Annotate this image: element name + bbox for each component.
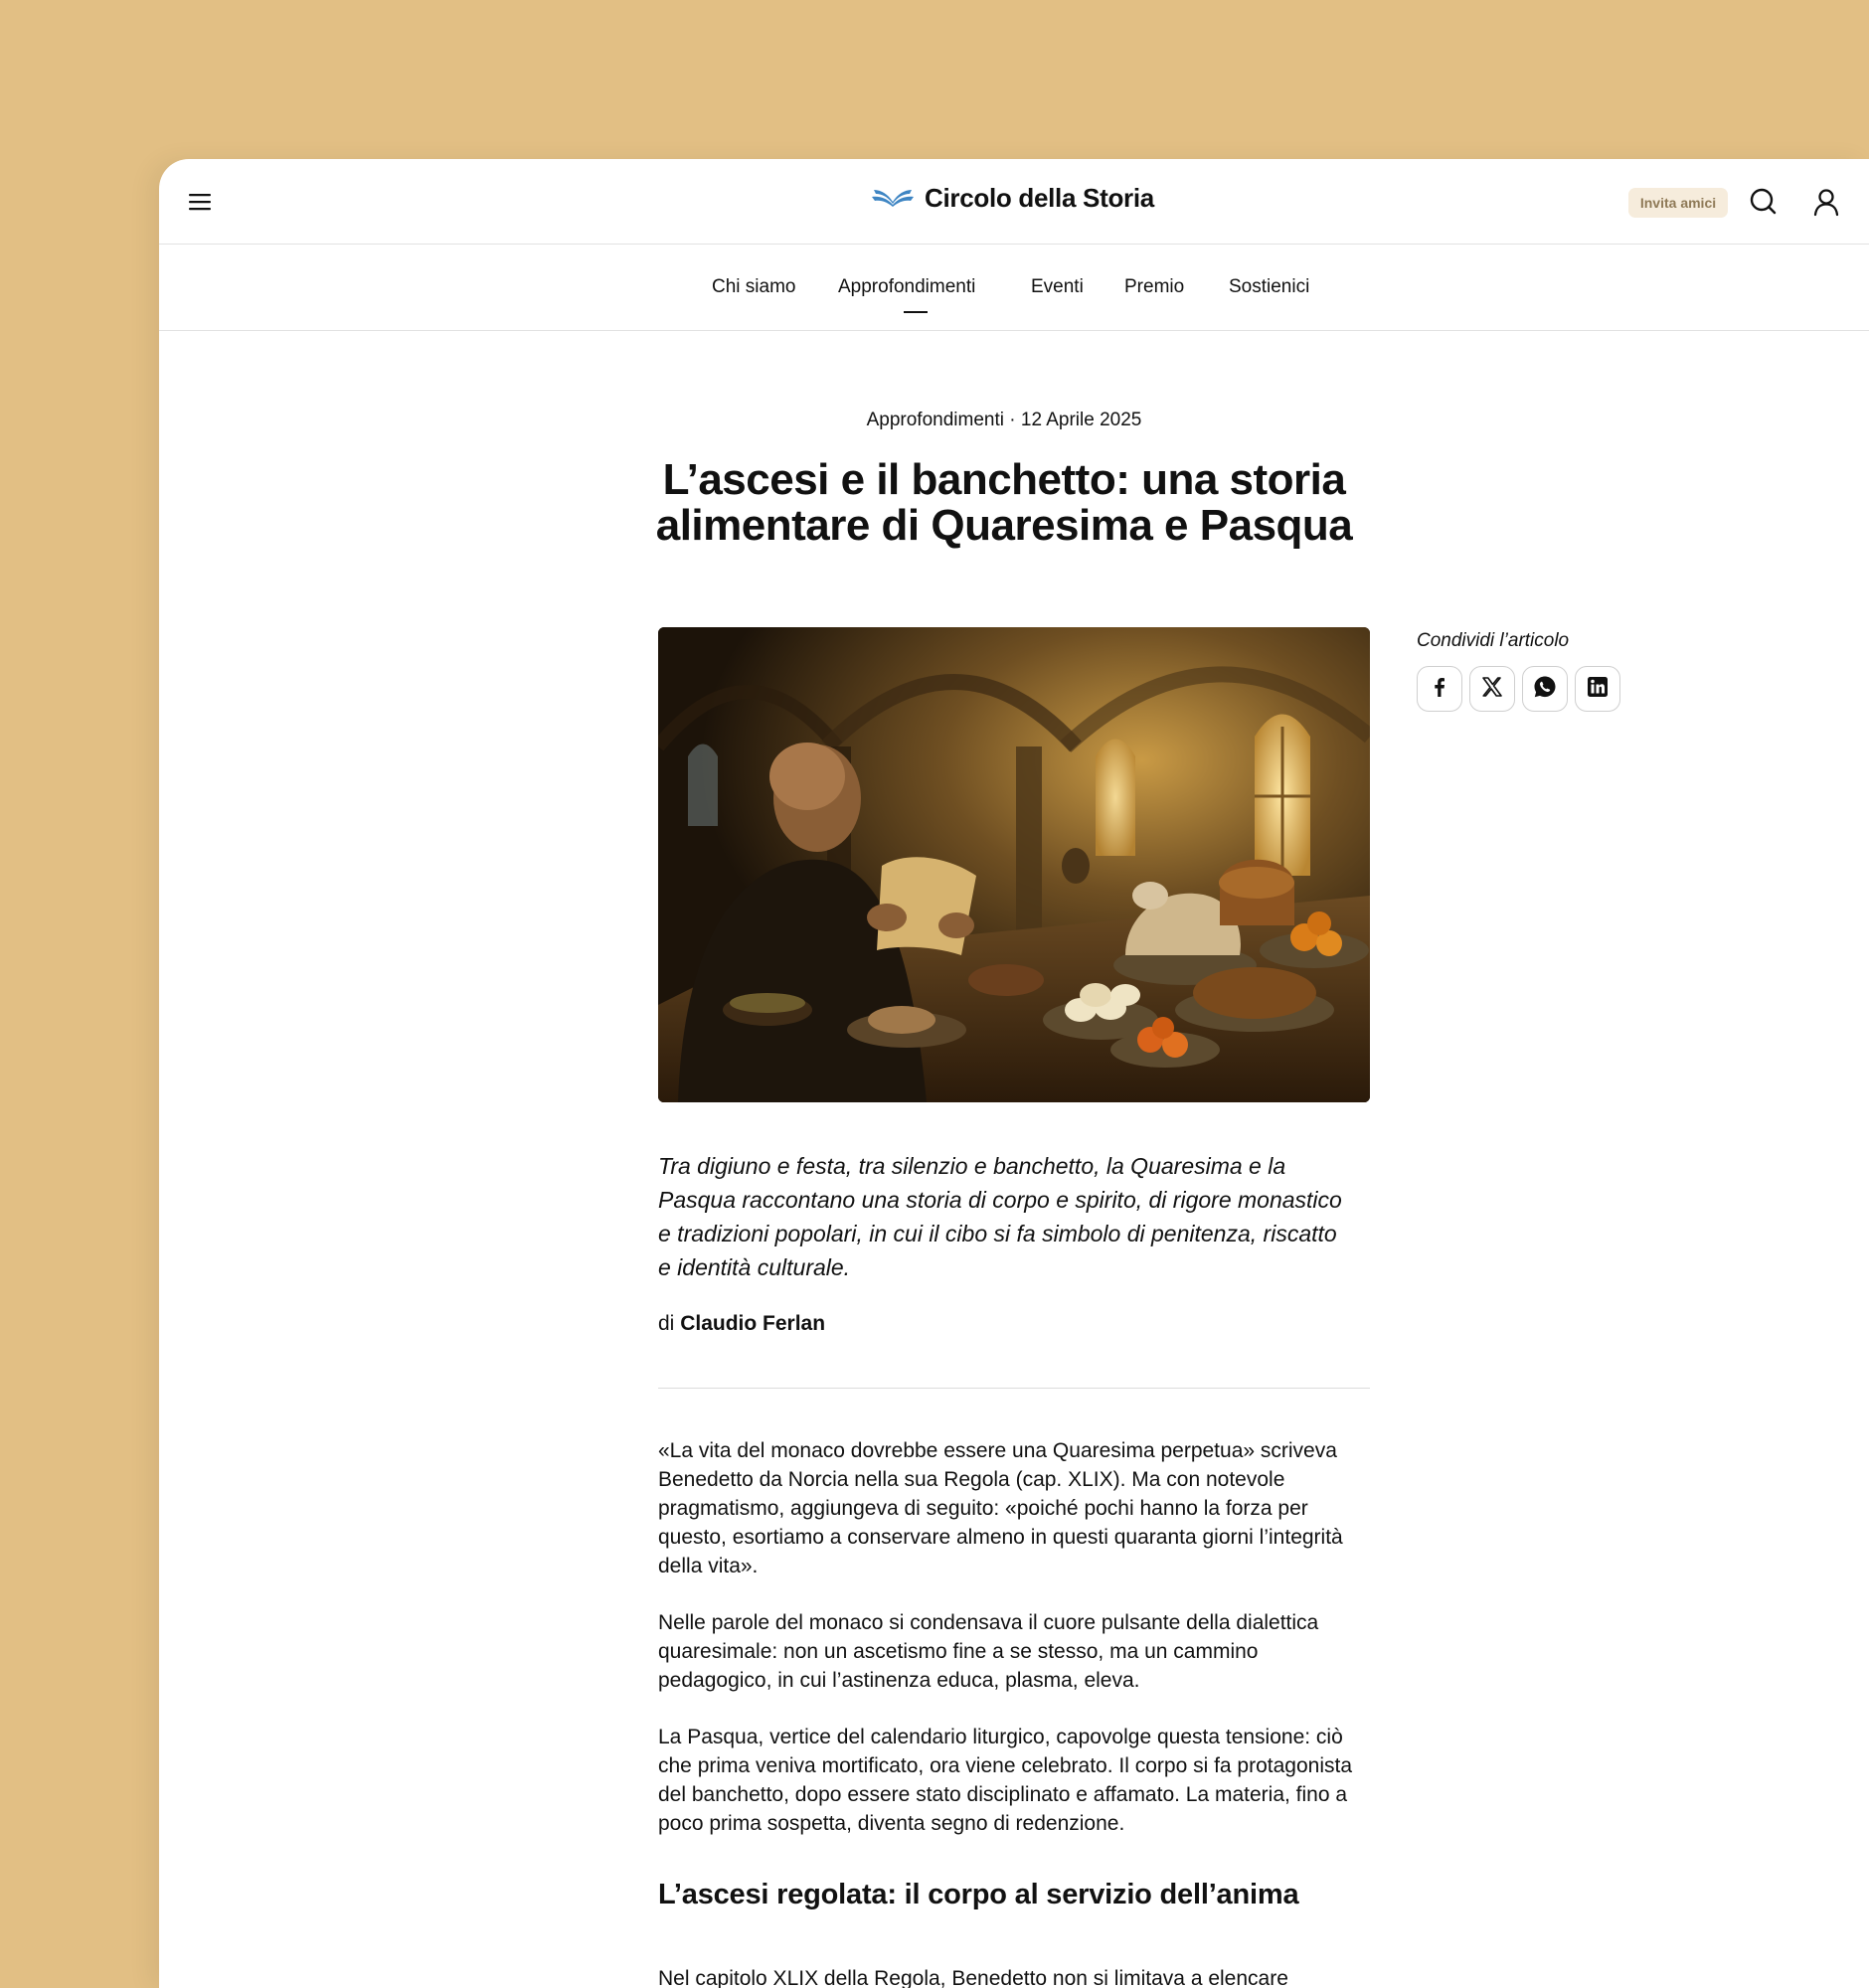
article-date: 12 Aprile 2025	[1020, 410, 1142, 430]
open-book-wings-logo	[871, 183, 915, 214]
linkedin-share-button[interactable]	[1575, 666, 1620, 712]
user-icon[interactable]	[1811, 187, 1841, 217]
site-header	[159, 159, 1869, 245]
share-buttons	[1417, 666, 1620, 712]
nav-item-approfondimenti[interactable]: Approfondimenti	[838, 276, 976, 297]
article-subheading: L’ascesi regolata: il corpo al servizio dell’anima	[658, 1879, 1299, 1910]
article-byline	[658, 1312, 825, 1336]
site-name: Circolo della Storia	[925, 183, 1154, 213]
nav-item-chi-siamo[interactable]: Chi siamo	[712, 276, 796, 297]
article-paragraph: Nel capitolo XLIX della Regola, Benedetto non si limitava a elencare	[658, 1967, 1288, 1988]
facebook-share-button[interactable]	[1417, 666, 1462, 712]
whatsapp-share-button[interactable]	[1522, 666, 1568, 712]
main-navigation	[159, 245, 1869, 331]
site-logo[interactable]	[871, 183, 1154, 214]
article-paragraph: Nelle parole del monaco si condensava il cuore pulsante della dialettica quaresimale: non un ascetismo fine a se stesso, ma un cammino pedagogico, in cui l’astinenza educa, plasma, eleva.	[658, 1611, 1319, 1692]
article-hero-image	[658, 627, 1370, 1102]
share-label: Condividi l’articolo	[1417, 630, 1570, 651]
article-paragraph: La Pasqua, vertice del calendario liturgico, capovolge questa tensione: ciò che prima veniva mortificato, ora viene celebrato. Il corpo si fa protagonista del banchetto, dopo essere stato disciplinato e affamato. La materia, fino a poco prima sospetta, diventa segno di redenzione.	[658, 1726, 1353, 1835]
nav-active-indicator	[904, 311, 928, 313]
article-title: L’ascesi e il banchetto: una storia alimentare di Quaresima e Pasqua	[655, 455, 1353, 550]
facebook-icon	[1429, 676, 1450, 703]
article-paragraph: «La vita del monaco dovrebbe essere una Quaresima perpetua» scriveva Benedetto da Norcia nella sua Regola (cap. XLIX). Ma con notevole pragmatismo, aggiungeva di seguito: «poiché pochi hanno la forza per questo, esortiamo a conservare almeno in questi quaranta giorni l’integrità della vita».	[658, 1439, 1343, 1577]
nav-item-sostienici[interactable]: Sostienici	[1229, 276, 1310, 297]
nav-item-eventi[interactable]: Eventi	[1031, 276, 1084, 297]
byline-prefix: di	[658, 1312, 675, 1335]
author-name[interactable]: Claudio Ferlan	[680, 1312, 826, 1335]
invite-friends-button[interactable]: Invita amici	[1628, 188, 1728, 218]
nav-item-premio[interactable]: Premio	[1124, 276, 1185, 297]
article-meta	[159, 410, 1849, 431]
article-category[interactable]: Approfondimenti	[866, 410, 1004, 430]
article-lead: Tra digiuno e festa, tra silenzio e banchetto, la Quaresima e la Pasqua raccontano una storia di corpo e spirito, di rigore monastico e tradizioni popolari, in cui il cibo si fa simbolo di penitenza, riscatto e identità culturale.	[658, 1153, 1342, 1280]
browser-window	[159, 159, 1869, 1988]
hamburger-menu-icon[interactable]	[187, 189, 213, 215]
whatsapp-icon	[1532, 674, 1558, 705]
x-icon	[1480, 675, 1504, 704]
meta-separator: ·	[1009, 410, 1021, 430]
linkedin-icon	[1586, 675, 1610, 704]
x-share-button[interactable]	[1469, 666, 1515, 712]
search-icon[interactable]	[1749, 187, 1779, 217]
content-divider	[658, 1388, 1370, 1389]
